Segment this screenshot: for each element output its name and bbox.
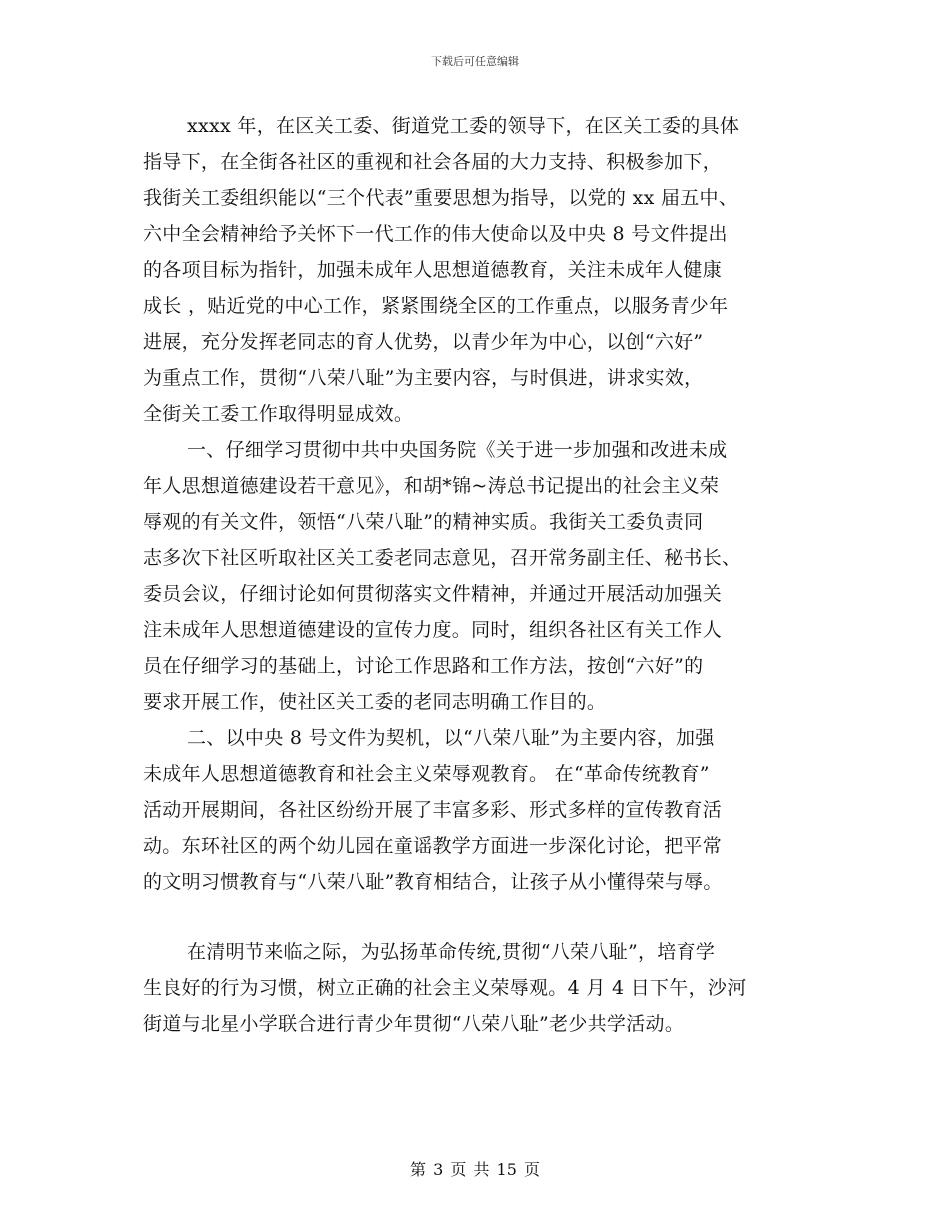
paragraph-4-line-1: 在清明节来临之际，为弘扬革命传统,贯彻“八荣八耻”，培育学 bbox=[187, 941, 716, 963]
paragraph-1-line-1: xxxx 年，在区关工委、街道党工委的领导下，在区关工委的具体 bbox=[187, 115, 740, 137]
paragraph-2-line-3: 辱观的有关文件，领悟“八荣八耻”的精神实质。我街关工委负责同 bbox=[143, 511, 704, 533]
paragraph-1-line-5: 的各项目标为指针，加强未成年人思想道德教育，关注未成年人健康 bbox=[143, 259, 723, 281]
paragraph-3-line-2: 未成年人思想道德教育和社会主义荣辱观教育。 在“革命传统教育” bbox=[143, 763, 710, 785]
paragraph-1-line-7: 进展，充分发挥老同志的育人优势，以青少年为中心，以创“六好” bbox=[143, 331, 704, 353]
paragraph-2-line-8: 要求开展工作，使社区关工委的老同志明确工作目的。 bbox=[143, 691, 607, 713]
paragraph-1-line-6: 成长 ，贴近党的中心工作，紧紧围绕全区的工作重点，以服务青少年 bbox=[143, 295, 729, 317]
paragraph-1-line-3: 我街关工委组织能以“三个代表”重要思想为指导，以党的 xx 届五中、 bbox=[143, 187, 739, 209]
paragraph-1-line-4: 六中全会精神给予关怀下一代工作的伟大使命以及中央 8 号文件提出 bbox=[143, 223, 728, 245]
paragraph-4-line-2: 生良好的行为习惯，树立正确的社会主义荣辱观。4 月 4 日下午，沙河 bbox=[143, 977, 747, 999]
paragraph-4-line-3: 街道与北星小学联合进行青少年贯彻“八荣八耻”老少共学活动。 bbox=[143, 1013, 685, 1035]
paragraph-2-line-7: 员在仔细学习的基础上，讨论工作思路和工作方法，按创“六好”的 bbox=[143, 655, 704, 677]
paragraph-2-line-1: 一、仔细学习贯彻中共中央国务院《关于进一步加强和改进未成 bbox=[187, 439, 728, 461]
paragraph-1-line-9: 全街关工委工作取得明显成效。 bbox=[143, 403, 414, 425]
paragraph-3-line-5: 的文明习惯教育与“八荣八耻”教育相结合，让孩子从小懂得荣与辱。 bbox=[143, 871, 723, 893]
paragraph-3-line-4: 动。东环社区的两个幼儿园在童谣教学方面进一步深化讨论，把平常 bbox=[143, 835, 723, 857]
paragraph-2-line-6: 注未成年人思想道德建设的宣传力度。同时，组织各社区有关工作人 bbox=[143, 619, 723, 641]
paragraph-1-line-8: 为重点工作，贯彻“八荣八耻”为主要内容，与时俱进，讲求实效， bbox=[143, 367, 704, 389]
paragraph-1-line-2: 指导下，在全街各社区的重视和社会各届的大力支持、积极参加下， bbox=[143, 151, 723, 173]
paragraph-2-line-5: 委员会议，仔细讨论如何贯彻落实文件精神，并通过开展活动加强关 bbox=[143, 583, 723, 605]
paragraph-3-line-1: 二、以中央 8 号文件为契机，以“八荣八耻”为主要内容，加强 bbox=[187, 727, 715, 749]
page-number-footer: 第 3 页 共 15 页 bbox=[410, 1160, 540, 1179]
paragraph-3-line-3: 活动开展期间，各社区纷纷开展了丰富多彩、形式多样的宣传教育活 bbox=[143, 799, 723, 821]
paragraph-2-line-4: 志多次下社区听取社区关工委老同志意见，召开常务副主任、秘书长、 bbox=[143, 547, 742, 569]
paragraph-2-line-2: 年人思想道德建设若干意见》，和胡*锦~涛总书记提出的社会主义荣 bbox=[143, 475, 720, 497]
page-header: 下载后可任意编辑 bbox=[431, 55, 519, 68]
